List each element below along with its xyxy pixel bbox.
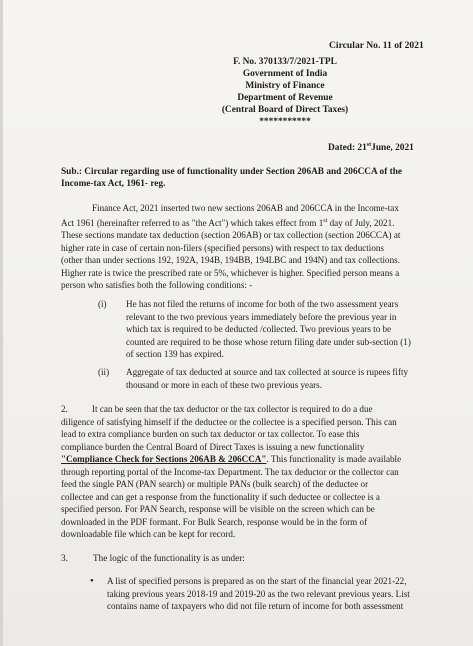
para1-line: Act 1961 (hereinafter referred to as "the Act") which takes effect from 1st day of July, 2021. [61, 217, 395, 228]
department-line: Department of Revenue [237, 93, 333, 103]
condition-line: counted are required to be those whose return filing date under sub-section (1) [126, 336, 411, 347]
bullet-line: contains name of taxpayers who did not file return of income for both assessment [107, 601, 404, 611]
condition-number: (ii) [98, 367, 110, 377]
para1-line: These sections mandate tax deduction (section 206AB) or tax collection (section 206CCA) at [61, 230, 401, 241]
date-line [328, 142, 414, 153]
page-edge-shadow [0, 0, 3, 646]
bullet-icon: • [90, 575, 94, 587]
para2-line: diligence of satisfying himself if the deductee or the collectee is a specified person. This can [61, 416, 397, 427]
para2-line: feed the single PAN (PAN search) or multiple PANs (bulk search) of the deductee or [61, 479, 369, 489]
para1-line: higher rate in case of certain non-filers (specified persons) with respect to tax deductions [61, 242, 384, 253]
condition-line: of section 139 has expired. [126, 349, 224, 359]
date-prefix: Dated: 21 [328, 143, 367, 154]
para3-title: The logic of the functionality is as under: [93, 553, 245, 563]
condition-line: which tax is required to be deducted /collected. Two previous years to be [126, 324, 392, 334]
government-line: Government of India [242, 69, 328, 79]
circular-number: Circular No. 11 of 2021 [329, 40, 424, 51]
bullet-line: taking previous years 2018-19 and 2019-20 as the two relevant previous years. List [107, 588, 410, 599]
date-superscript: st [366, 142, 372, 148]
para2-line: downloaded in the PDF formant. For Bulk Search, response would be in the form of [61, 516, 368, 527]
subject-line-1: Sub.: Circular regarding use of functionality under Section 206AB and 206CCA of the [61, 167, 403, 177]
subject-line-2: Income-tax Act, 1961- reg. [61, 179, 166, 189]
para1-line: (other than under sections 192, 192A, 194B, 194BB, 194LBC and 194N) and tax collections. [61, 255, 400, 266]
para1-line: person who satisfies both the following conditions: - [61, 280, 253, 291]
para2-number: 2. [61, 404, 68, 414]
bullet-line: A list of specified persons is prepared as on the start of the financial year 2021-22, [107, 576, 407, 586]
condition-line: Aggregate of tax deducted at source and tax collected at source is rupees fifty [126, 367, 409, 377]
functionality-name: "Compliance Check for Sections 206AB & 206CCA" [61, 454, 267, 464]
file-number: F. No. 370133/7/2021-TPL [233, 57, 337, 67]
para2-line: "Compliance Check for Sections 206AB & 206CCA". This functionality is made available [61, 454, 402, 464]
para2-line: specified person. For PAN Search, response will be visible on the screen which can be [61, 504, 375, 514]
para2-line: lead to extra compliance burden on such tax deductor or tax collector. To ease this [61, 429, 360, 439]
ministry-line: Ministry of Finance [245, 81, 325, 91]
para1-line: Higher rate is twice the prescribed rate or 5%, whichever is higher. Specified person means a [61, 267, 400, 278]
board-line: (Central Board of Direct Taxes) [221, 105, 349, 115]
condition-line: He has not filed the returns of income for both of the two assessment years [126, 299, 399, 309]
para1 [61, 202, 431, 292]
condition-line: relevant to the two previous years immediately before the previous year in [126, 311, 397, 322]
condition-number: (i) [98, 299, 107, 309]
condition-line: thousand or more in each of these two previous years. [126, 379, 322, 390]
date-suffix: June, 2021 [371, 143, 414, 154]
para2-line: through reporting portal of the Income-tax Department. The tax deductor or the collector can [61, 466, 399, 477]
stars-divider: *********** [259, 117, 311, 127]
para2 [61, 403, 433, 541]
para1-line: Finance Act, 2021 inserted two new sections 206AB and 206CCA in the Income-tax [92, 203, 399, 213]
para2-line: compliance burden the Central Board of Direct Taxes is issuing a new functionality [61, 441, 365, 452]
para3-number: 3. [61, 553, 68, 563]
para2-line: It can be seen that the tax deductor or the tax collector is required to do a due [92, 404, 373, 414]
para2-line: collectee and can get a response from the functionality if such deductee or collectee is a [61, 491, 380, 502]
para2-line: downloadable file which can be kept for record. [61, 529, 236, 539]
